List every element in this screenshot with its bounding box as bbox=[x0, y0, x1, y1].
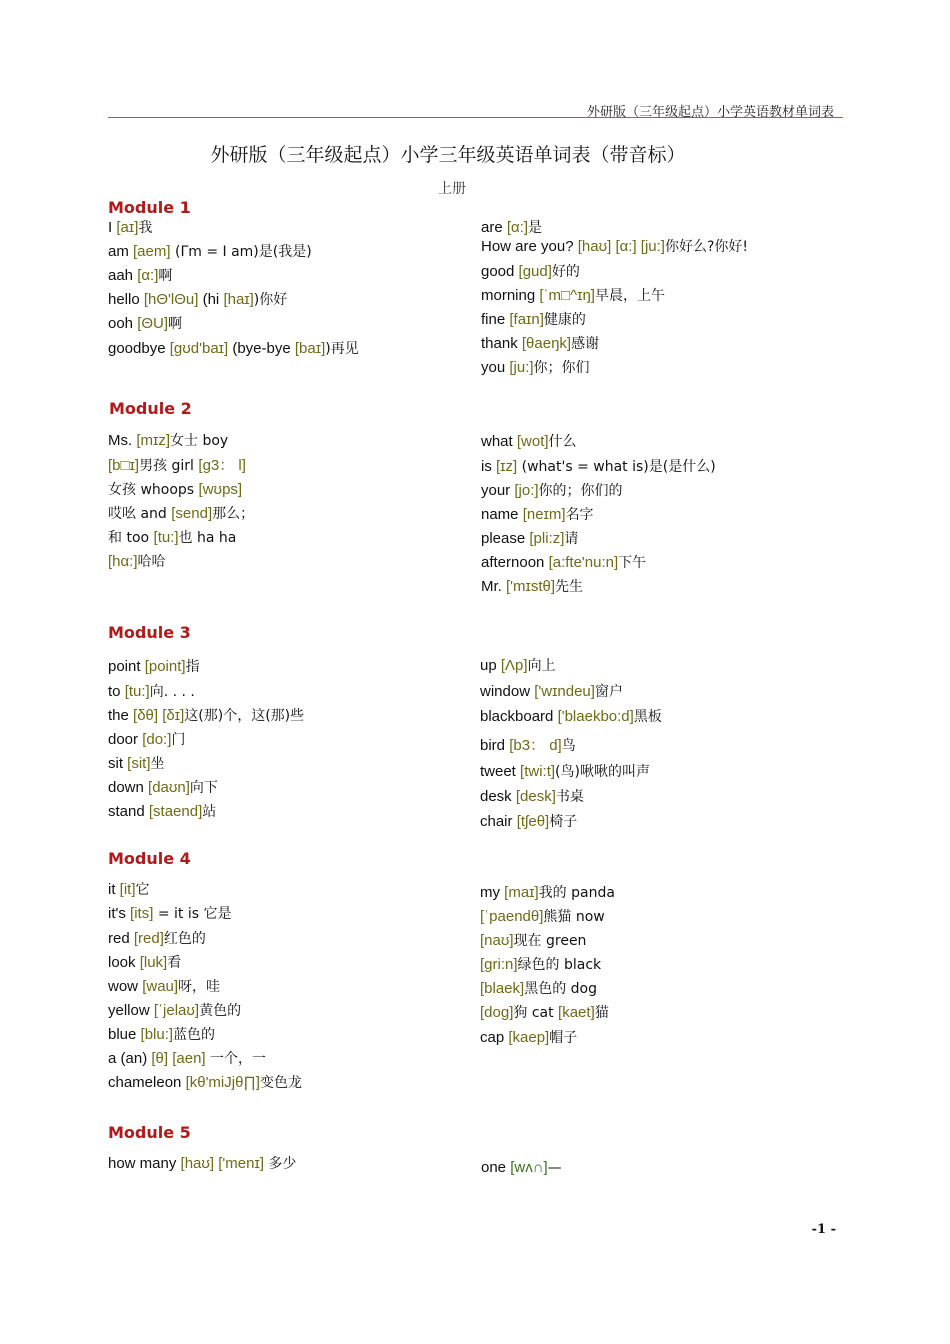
phonetic: [aɪ] bbox=[116, 219, 139, 236]
word-text: 熊猫 now bbox=[543, 909, 605, 925]
vocab-line bbox=[481, 310, 586, 330]
word-text: 我的 panda bbox=[538, 885, 615, 901]
vocab-line bbox=[108, 266, 172, 286]
word-text: 啊 bbox=[158, 268, 173, 284]
word-text: blackboard bbox=[480, 708, 558, 725]
phonetic: [ju:] bbox=[640, 238, 665, 255]
phonetic: [mɪz] bbox=[136, 432, 171, 449]
vocab-line bbox=[481, 358, 590, 378]
word-text: 向下 bbox=[189, 780, 218, 796]
word-text: I bbox=[108, 219, 117, 236]
vocab-line bbox=[108, 802, 216, 822]
vocab-line bbox=[481, 432, 577, 452]
word-text: chameleon bbox=[108, 1074, 186, 1091]
vocab-line bbox=[480, 682, 623, 702]
phonetic: [α:] bbox=[137, 267, 159, 284]
phonetic: [pli:z] bbox=[529, 530, 565, 547]
page-title-text: 外研版（三年级起点）小学三年级英语单词表（带音标） bbox=[210, 144, 686, 166]
word-text: (hi bbox=[198, 291, 224, 308]
word-text: Mr. bbox=[481, 578, 506, 595]
word-text: — bbox=[547, 1160, 562, 1176]
phonetic: [faɪn] bbox=[509, 311, 544, 328]
phonetic: [haʊ] bbox=[577, 238, 612, 255]
vocab-line bbox=[108, 1049, 266, 1069]
word-text: 向上 bbox=[527, 658, 556, 674]
running-header: 外研版（三年级起点）小学英语教材单词表 bbox=[586, 105, 834, 120]
vocab-line bbox=[108, 1073, 302, 1093]
phonetic: [wau] bbox=[142, 978, 179, 995]
phonetic: [α:] bbox=[615, 238, 637, 255]
word-text: 它 bbox=[135, 882, 150, 898]
word-text: hello bbox=[108, 291, 144, 308]
vocab-line bbox=[481, 237, 748, 257]
word-text: am bbox=[108, 243, 134, 260]
word-text: stand bbox=[108, 803, 149, 820]
vocab-line bbox=[108, 504, 254, 524]
vocab-line bbox=[108, 754, 165, 774]
word-text: 绿色的 black bbox=[517, 957, 602, 973]
word-text: 下午 bbox=[618, 555, 647, 571]
word-text: 现在 green bbox=[513, 933, 587, 949]
vocab-line bbox=[480, 656, 556, 676]
vocab-line bbox=[108, 929, 206, 949]
phonetic: [b□ɪ] bbox=[108, 457, 140, 474]
phonetic: [hα:] bbox=[108, 553, 138, 570]
word-text: How are you? bbox=[481, 238, 578, 255]
vocab-line bbox=[480, 787, 584, 807]
phonetic: [wʌ∩] bbox=[510, 1159, 548, 1176]
word-text: up bbox=[480, 657, 501, 674]
word-text: 书桌 bbox=[555, 789, 584, 805]
word-text: 变色龙 bbox=[259, 1075, 302, 1091]
vocab-line bbox=[108, 242, 312, 262]
phonetic: [Λp] bbox=[500, 657, 528, 674]
word-text: my bbox=[480, 884, 505, 901]
vocab-line bbox=[480, 979, 597, 999]
word-text: 蓝色的 bbox=[173, 1027, 216, 1043]
word-text: 名字 bbox=[565, 507, 594, 523]
vocab-line bbox=[481, 286, 665, 306]
word-text: 哈哈 bbox=[137, 554, 166, 570]
word-text: 黄色的 bbox=[199, 1003, 242, 1019]
word-text: 早晨，上午 bbox=[594, 288, 665, 304]
phonetic: [tu:] bbox=[124, 683, 150, 700]
phonetic: [a:fte'nu:n] bbox=[548, 554, 619, 571]
vocab-line bbox=[108, 431, 228, 451]
word-text: 椅子 bbox=[549, 814, 578, 830]
word-text: yellow bbox=[108, 1002, 154, 1019]
word-text: blue bbox=[108, 1026, 141, 1043]
phonetic: [staend] bbox=[148, 803, 203, 820]
word-text: )再见 bbox=[325, 341, 359, 357]
word-text: name bbox=[481, 506, 523, 523]
vocab-line bbox=[108, 480, 242, 500]
word-text: 女孩 whoops bbox=[108, 482, 199, 498]
vocab-line bbox=[108, 880, 150, 900]
vocab-line bbox=[481, 334, 599, 354]
word-text: 什么 bbox=[548, 434, 577, 450]
phonetic: [aem] bbox=[133, 243, 171, 260]
phonetic: [wʊps] bbox=[198, 481, 243, 498]
word-text: red bbox=[108, 930, 134, 947]
word-text: 黑色的 dog bbox=[524, 981, 597, 997]
phonetic: [haɪ] bbox=[223, 291, 254, 308]
phonetic: [it] bbox=[119, 881, 136, 898]
word-text: your bbox=[481, 482, 515, 499]
word-text: = it is 它是 bbox=[153, 906, 232, 922]
module-heading: Module 3 bbox=[108, 623, 191, 642]
word-text: 窗户 bbox=[594, 684, 623, 700]
word-text: thank bbox=[481, 335, 522, 352]
phonetic: [ˈpaendθ] bbox=[480, 908, 544, 925]
phonetic: [g3： l] bbox=[198, 457, 246, 474]
word-text: 站 bbox=[202, 804, 217, 820]
word-text: 你好么?你好! bbox=[664, 239, 749, 255]
word-text: 门 bbox=[171, 732, 186, 748]
phonetic: [kθ'miJjθ∏] bbox=[185, 1074, 260, 1091]
phonetic: [kaep] bbox=[508, 1029, 550, 1046]
word-text: a (an) bbox=[108, 1050, 152, 1067]
phonetic: [baɪ] bbox=[294, 340, 326, 357]
phonetic: [blaek] bbox=[480, 980, 525, 997]
phonetic: [luk] bbox=[139, 954, 168, 971]
module-heading: Module 1 bbox=[108, 198, 191, 217]
vocab-line bbox=[108, 953, 181, 973]
word-text: 那么； bbox=[212, 506, 255, 522]
vocab-line bbox=[480, 812, 577, 832]
word-text: 帽子 bbox=[549, 1030, 578, 1046]
word-text: (what's = what is)是(是什么) bbox=[517, 459, 716, 475]
phonetic: [kaet] bbox=[558, 1004, 595, 1021]
word-text: 好的 bbox=[551, 264, 580, 280]
word-text: 女士 boy bbox=[170, 433, 229, 449]
phonetic: ['menɪ] bbox=[218, 1155, 264, 1172]
word-text: 狗 cat bbox=[513, 1005, 559, 1021]
phonetic: [red] bbox=[133, 930, 164, 947]
module-heading: Module 5 bbox=[108, 1123, 191, 1142]
word-text: is bbox=[481, 458, 496, 475]
word-text: chair bbox=[480, 813, 517, 830]
vocab-line bbox=[480, 955, 601, 975]
phonetic: [δɪ] bbox=[162, 707, 185, 724]
word-text: 这(那)个，这(那)些 bbox=[184, 708, 305, 724]
page-number: -1 - bbox=[811, 1222, 836, 1237]
vocab-line bbox=[108, 706, 304, 726]
vocab-line bbox=[481, 577, 583, 597]
vocab-line bbox=[108, 730, 185, 750]
vocab-line bbox=[108, 977, 220, 997]
word-text: 红色的 bbox=[163, 931, 206, 947]
word-text: 一个，一 bbox=[205, 1051, 267, 1067]
phonetic: [gri:n] bbox=[480, 956, 518, 973]
word-text: 和 too bbox=[108, 530, 154, 546]
vocab-line bbox=[481, 505, 594, 525]
vocab-line bbox=[108, 1001, 241, 1021]
word-text: 向. . . . bbox=[149, 684, 195, 700]
vocab-line bbox=[108, 456, 246, 476]
word-text: 请 bbox=[564, 531, 579, 547]
phonetic: [tʃeθ] bbox=[516, 813, 550, 830]
phonetic: [α:] bbox=[506, 219, 529, 236]
word-text: goodbye bbox=[108, 340, 170, 357]
word-text: )你好 bbox=[253, 292, 288, 308]
module-heading: Module 4 bbox=[108, 849, 191, 868]
phonetic: [ˈm□^ɪŋ] bbox=[539, 287, 595, 304]
word-text: aah bbox=[108, 267, 138, 284]
phonetic: [tu:] bbox=[153, 529, 179, 546]
word-text: 鸟 bbox=[561, 738, 576, 754]
phonetic: [neɪm] bbox=[522, 506, 566, 523]
word-text: the bbox=[108, 707, 134, 724]
vocab-line bbox=[480, 1028, 577, 1048]
vocab-line bbox=[108, 339, 359, 359]
vocab-line bbox=[481, 481, 623, 501]
vocab-line bbox=[108, 1025, 215, 1045]
vocab-line bbox=[480, 736, 576, 756]
word-text: sit bbox=[108, 755, 128, 772]
word-text: to bbox=[108, 683, 125, 700]
vocab-line bbox=[481, 1158, 562, 1178]
phonetic: [its] bbox=[130, 905, 154, 922]
word-text: 哎吆 and bbox=[108, 506, 172, 522]
phonetic: [daʊn] bbox=[148, 779, 190, 796]
word-text: wow bbox=[108, 978, 143, 995]
phonetic: [maɪ] bbox=[504, 884, 539, 901]
module-heading: Module 2 bbox=[109, 399, 192, 418]
phonetic: [gʊd'baɪ] bbox=[169, 340, 229, 357]
phonetic: [blu:] bbox=[140, 1026, 174, 1043]
header-rule bbox=[108, 117, 843, 118]
phonetic: [desk] bbox=[515, 788, 556, 805]
word-text: 先生 bbox=[555, 579, 584, 595]
phonetic: [do:] bbox=[142, 731, 172, 748]
vocab-line bbox=[481, 553, 646, 573]
vocab-line bbox=[108, 218, 152, 238]
word-text: 男孩 girl bbox=[139, 458, 199, 474]
word-text: please bbox=[481, 530, 530, 547]
phonetic: [ΘU] bbox=[137, 315, 169, 332]
word-text: 呀，哇 bbox=[178, 979, 221, 995]
phonetic: [twi:t] bbox=[520, 763, 556, 780]
word-text: morning bbox=[481, 287, 540, 304]
phonetic: [dog] bbox=[480, 1004, 514, 1021]
word-text: ooh bbox=[108, 315, 138, 332]
word-text: Ms. bbox=[108, 432, 137, 449]
phonetic: ['mɪstθ] bbox=[506, 578, 556, 595]
word-text: you bbox=[481, 359, 510, 376]
vocab-line bbox=[108, 778, 218, 798]
word-text: (Γm = I am)是(我是) bbox=[170, 244, 312, 260]
word-text: it's bbox=[108, 905, 131, 922]
word-text: what bbox=[481, 433, 517, 450]
vocab-line bbox=[481, 218, 542, 238]
vocab-line bbox=[480, 1003, 609, 1023]
word-text: bird bbox=[480, 737, 510, 754]
vocab-line bbox=[481, 262, 580, 282]
word-text: 猫 bbox=[594, 1005, 609, 1021]
vocab-line bbox=[108, 528, 236, 548]
vocab-line bbox=[480, 762, 650, 782]
vocab-line bbox=[108, 1154, 296, 1174]
vocab-line bbox=[480, 931, 586, 951]
word-text: 我 bbox=[138, 220, 153, 236]
vocab-line bbox=[481, 457, 716, 477]
phonetic: [θ] bbox=[151, 1050, 169, 1067]
word-text: 啊 bbox=[168, 316, 183, 332]
word-text: 多少 bbox=[263, 1156, 297, 1172]
word-text: fine bbox=[481, 311, 510, 328]
vocab-line bbox=[108, 682, 195, 702]
word-text: afternoon bbox=[481, 554, 549, 571]
phonetic: [point] bbox=[144, 658, 186, 675]
word-text: cap bbox=[480, 1029, 509, 1046]
word-text: down bbox=[108, 779, 149, 796]
word-text: 也 ha ha bbox=[178, 530, 237, 546]
word-text: 指 bbox=[185, 659, 200, 675]
phonetic: [δθ] bbox=[133, 707, 159, 724]
phonetic: [ˈjelaʊ] bbox=[153, 1002, 200, 1019]
vocab-line bbox=[108, 314, 182, 334]
phonetic: [naʊ] bbox=[480, 932, 514, 949]
page-title bbox=[0, 140, 950, 167]
vocab-line bbox=[108, 290, 287, 310]
vocab-line bbox=[108, 904, 231, 924]
phonetic: [aen] bbox=[172, 1050, 206, 1067]
word-text: desk bbox=[480, 788, 516, 805]
word-text: are bbox=[481, 219, 507, 236]
word-text: how many bbox=[108, 1155, 181, 1172]
word-text: tweet bbox=[480, 763, 521, 780]
phonetic: [b3： d] bbox=[509, 737, 562, 754]
word-text: look bbox=[108, 954, 140, 971]
phonetic: [sit] bbox=[127, 755, 151, 772]
word-text: 看 bbox=[167, 955, 182, 971]
word-text: it bbox=[108, 881, 120, 898]
word-text: 黑板 bbox=[633, 709, 662, 725]
phonetic: [ju:] bbox=[509, 359, 534, 376]
phonetic: [ɪz] bbox=[496, 458, 518, 475]
word-text: 健康的 bbox=[543, 312, 586, 328]
phonetic: [wot] bbox=[516, 433, 549, 450]
phonetic: ['blaekbo:d] bbox=[557, 708, 634, 725]
word-text: door bbox=[108, 731, 143, 748]
phonetic: [jo:] bbox=[514, 482, 539, 499]
word-text: 你的；你们的 bbox=[538, 483, 623, 499]
word-text: one bbox=[481, 1159, 511, 1176]
phonetic: [gud] bbox=[518, 263, 552, 280]
vocab-line bbox=[481, 529, 578, 549]
vocab-line bbox=[108, 657, 200, 677]
word-text: 你；你们 bbox=[533, 360, 590, 376]
word-text: 是 bbox=[528, 220, 543, 236]
word-text: 感谢 bbox=[571, 336, 600, 352]
volume-label: 上册 bbox=[438, 181, 466, 197]
phonetic: [θaeŋk] bbox=[521, 335, 572, 352]
phonetic: ['wɪndeu] bbox=[534, 683, 595, 700]
phonetic: [haʊ] bbox=[180, 1155, 215, 1172]
word-text: (鸟)啾啾的叫声 bbox=[555, 764, 650, 780]
word-text: (bye-bye bbox=[228, 340, 295, 357]
vocab-line bbox=[480, 883, 615, 903]
vocab-line bbox=[480, 707, 662, 727]
word-text: 坐 bbox=[150, 756, 165, 772]
phonetic: [send] bbox=[171, 505, 213, 522]
vocab-line bbox=[480, 907, 605, 927]
word-text: point bbox=[108, 658, 145, 675]
word-text: good bbox=[481, 263, 519, 280]
vocab-line bbox=[108, 552, 166, 572]
word-text: window bbox=[480, 683, 535, 700]
phonetic: [hΘ'lΘu] bbox=[143, 291, 199, 308]
